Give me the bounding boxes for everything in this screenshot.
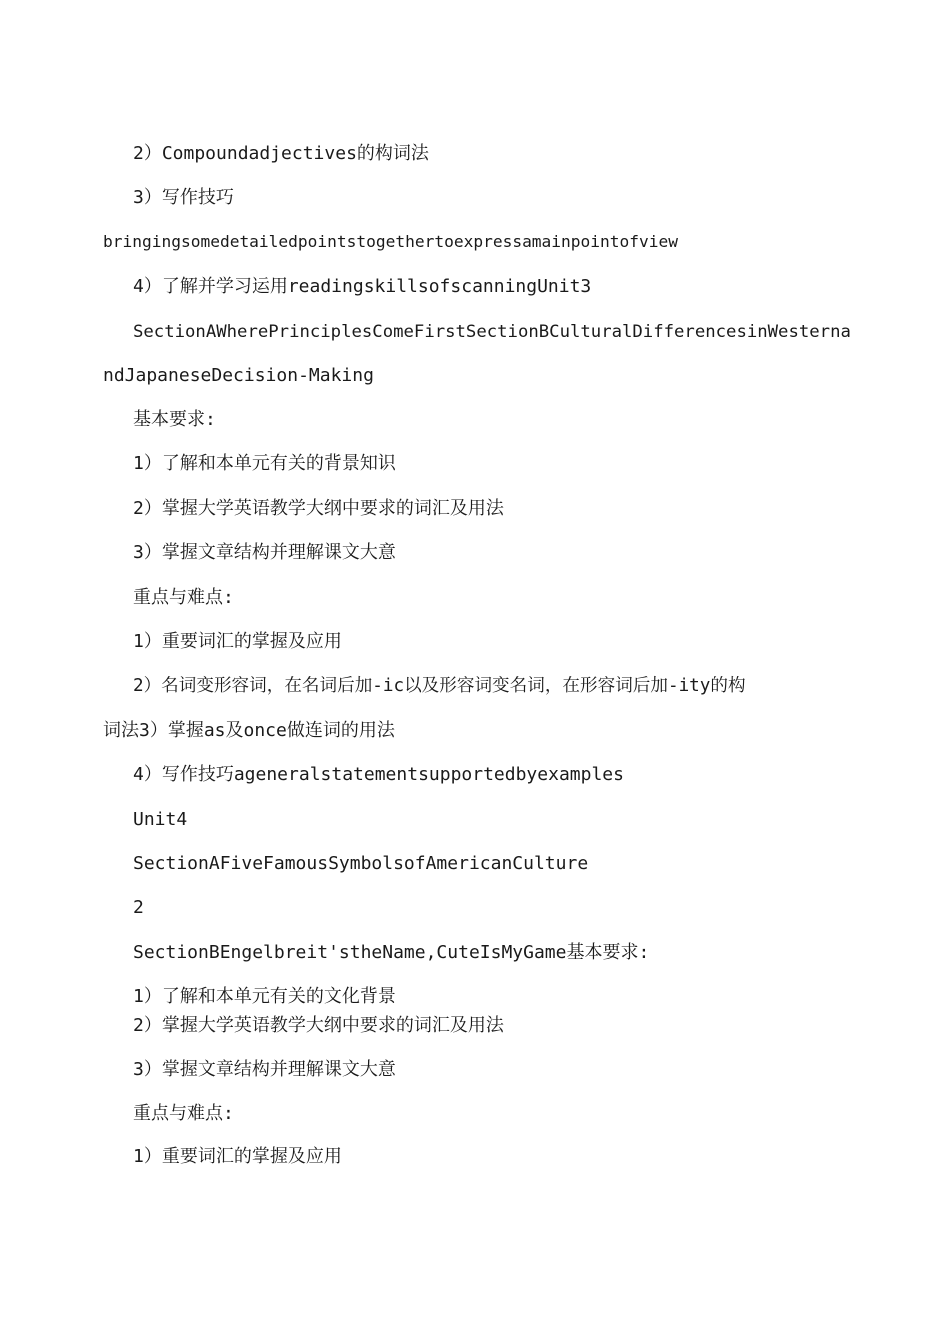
text-line: 1）重要词汇的掌握及应用 [133, 631, 342, 652]
text-line: 4）了解并学习运用readingskillsofscanningUnit3 [133, 276, 592, 297]
text-line: SectionBEngelbreit'stheName,CuteIsMyGame基本要求: [133, 942, 650, 963]
text-line: 4）写作技巧ageneralstatementsupportedbyexamples [133, 764, 624, 785]
page-number: 2 [133, 897, 144, 918]
text-line: 重点与难点: [133, 1103, 234, 1124]
text-line: 词法3）掌握as及once做连词的用法 [103, 720, 395, 741]
text-line: 1）了解和本单元有关的背景知识 [133, 453, 396, 474]
text-line: SectionAWherePrinciplesComeFirstSectionBCulturalDifferencesinWesterna [133, 322, 851, 342]
text-line: 2）名词变形容词，在名词后加-ic以及形容词变名词，在形容词后加-ity的构 [133, 676, 746, 696]
text-line: 基本要求: [133, 409, 216, 430]
text-line: 2）Compoundadjectives的构词法 [133, 143, 429, 164]
text-line: 3）写作技巧 [133, 187, 234, 208]
text-line: 1）了解和本单元有关的文化背景 [133, 986, 396, 1007]
text-line: 2）掌握大学英语教学大纲中要求的词汇及用法 [133, 1015, 504, 1036]
text-line: bringingsomedetailedpointstogethertoexpressamainpointofview [103, 232, 678, 251]
text-line: ndJapaneseDecision-Making [103, 365, 374, 386]
text-line: Unit4 [133, 809, 188, 830]
text-line: 2）掌握大学英语教学大纲中要求的词汇及用法 [133, 498, 504, 519]
text-line: SectionAFiveFamousSymbolsofAmericanCulture [133, 853, 589, 874]
text-line: 1）重要词汇的掌握及应用 [133, 1146, 342, 1167]
text-line: 重点与难点: [133, 587, 234, 608]
text-line: 3）掌握文章结构并理解课文大意 [133, 542, 396, 563]
text-line: 3）掌握文章结构并理解课文大意 [133, 1059, 396, 1080]
